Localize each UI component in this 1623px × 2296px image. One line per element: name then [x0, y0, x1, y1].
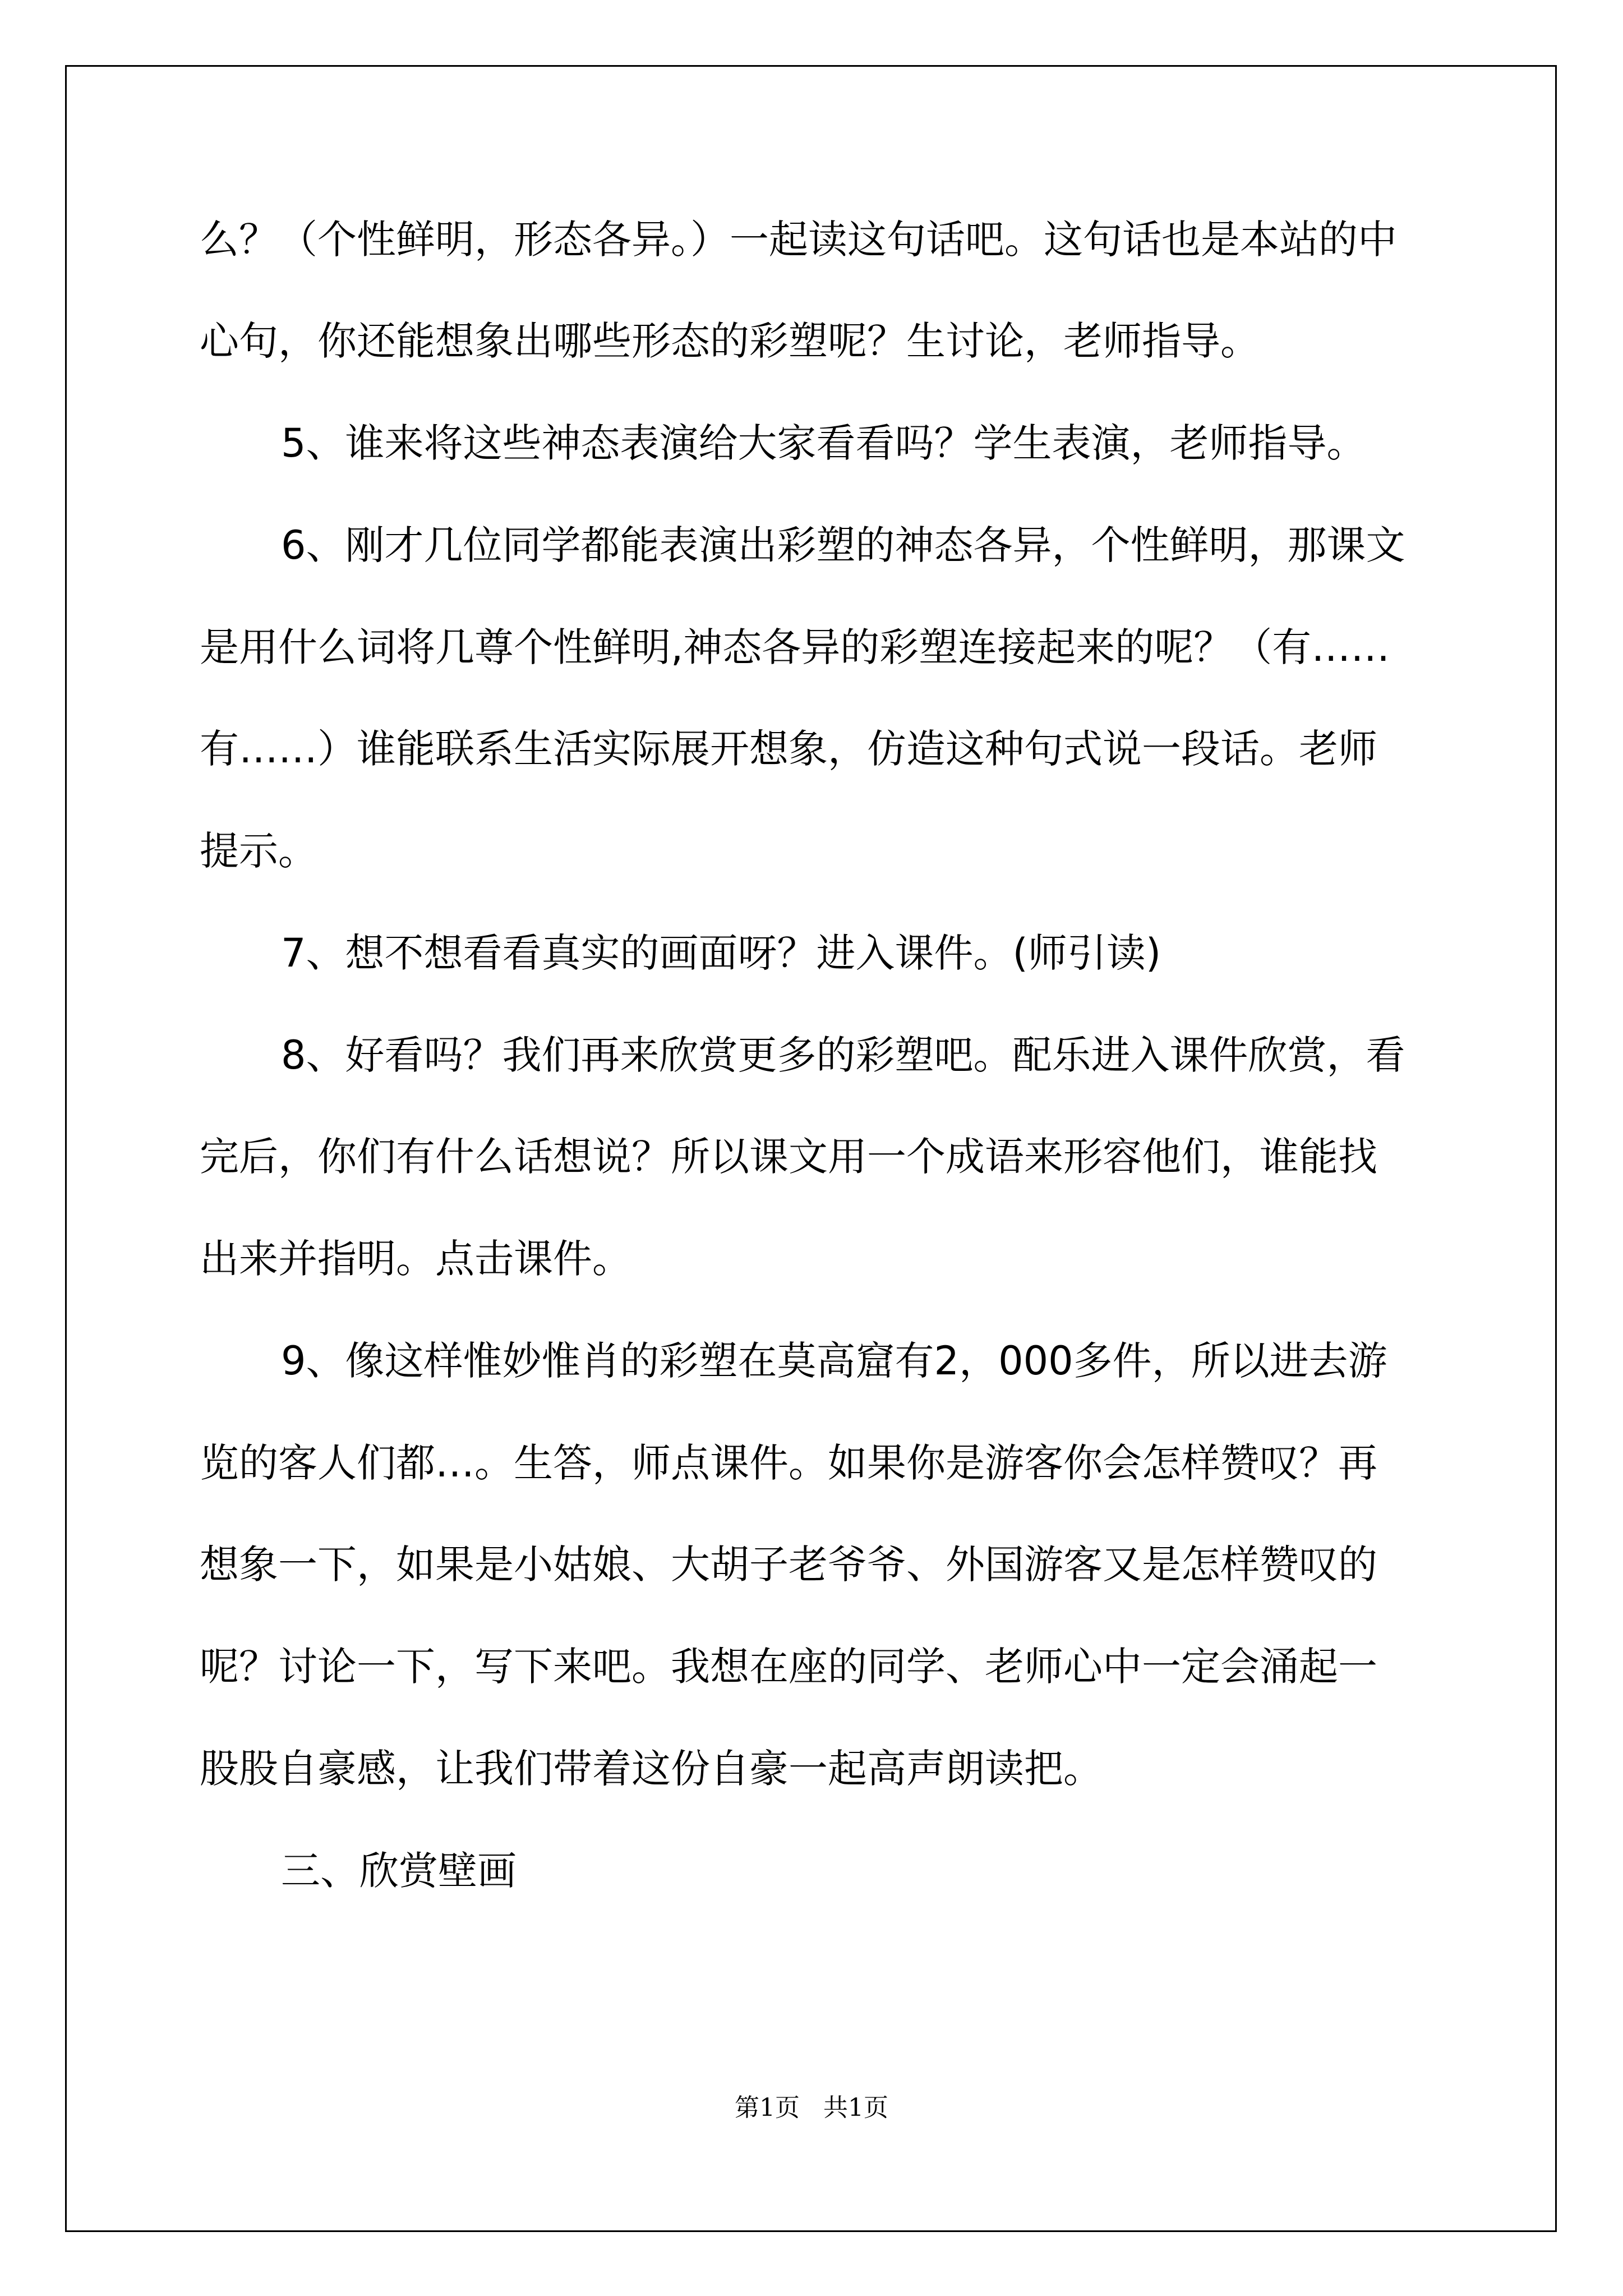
text-line: 想象一下，如果是小姑娘、大胡子老爷爷、外国游客又是怎样赞叹的	[200, 1542, 1377, 1588]
paragraph-7: 7、想不想看看真实的画面呀？进入课件。(师引读)	[281, 930, 1161, 976]
text-line: 完后，你们有什么话想说？所以课文用一个成语来形容他们，谁能找	[200, 1134, 1377, 1180]
text-line: 提示。	[200, 828, 317, 874]
text-line: 有……）谁能联系生活实际展开想象，仿造这种句式说一段话。老师	[200, 726, 1377, 772]
text-line: 出来并指明。点击课件。	[200, 1236, 631, 1282]
text-line: 呢？讨论一下，写下来吧。我想在座的同学、老师心中一定会涌起一	[200, 1644, 1377, 1690]
section-heading: 三、欣赏壁画	[281, 1848, 517, 1894]
page-number-footer: 第1页 共1页	[735, 2093, 888, 2122]
paragraph-5: 5、谁来将这些神态表演给大家看看吗？学生表演，老师指导。	[281, 420, 1366, 466]
text-line: 么？（个性鲜明，形态各异。）一起读这句话吧。这句话也是本站的中	[200, 217, 1397, 263]
text-line: 股股自豪感，让我们带着这份自豪一起高声朗读把。	[200, 1746, 1103, 1792]
paragraph-8: 8、好看吗？我们再来欣赏更多的彩塑吧。配乐进入课件欣赏，看	[281, 1032, 1405, 1078]
text-line: 是用什么词将几尊个性鲜明,神态各异的彩塑连接起来的呢？（有……	[200, 624, 1390, 670]
text-line: 心句，你还能想象出哪些形态的彩塑呢？生讨论，老师指导。	[200, 318, 1260, 364]
text-line: 览的客人们都…。生答，师点课件。如果你是游客你会怎样赞叹？再	[200, 1440, 1377, 1486]
paragraph-9: 9、像这样惟妙惟肖的彩塑在莫高窟有2，000多件，所以进去游	[281, 1338, 1387, 1384]
paragraph-6: 6、刚才几位同学都能表演出彩塑的神态各异，个性鲜明，那课文	[281, 522, 1405, 568]
